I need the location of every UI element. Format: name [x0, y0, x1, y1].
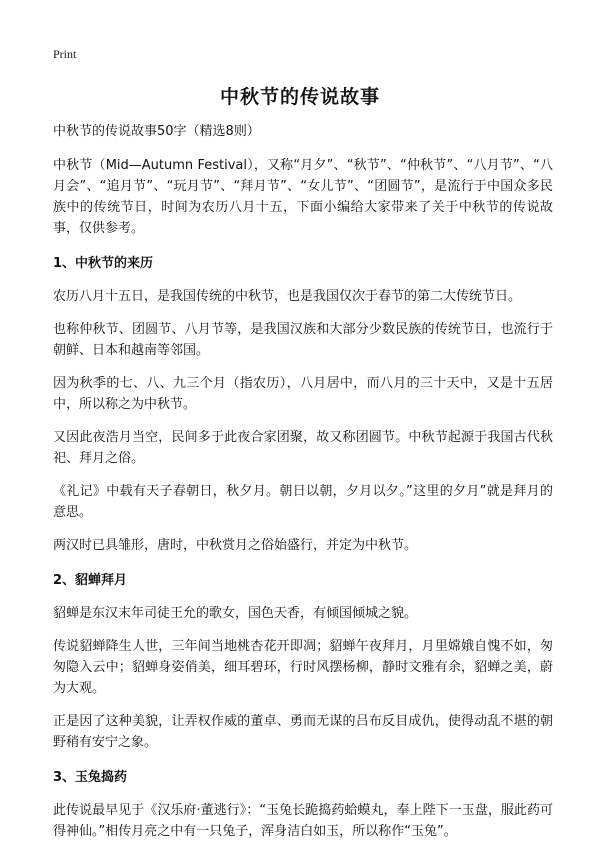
page-title: 中秋节的传说故事: [219, 86, 380, 108]
section-paragraph: 两汉时已具雏形，唐时，中秋赏月之俗始盛行，并定为中秋节。: [53, 538, 418, 553]
section-paragraph: 正是因了这种美貌，让弄权作威的董卓、勇而无谋的吕布反目成仇，使得动乱不堪的朝野稍有安宁之象。: [53, 714, 553, 750]
section-heading: 3、玉兔捣药: [53, 770, 128, 785]
print-link[interactable]: Print: [53, 47, 77, 61]
section-paragraph: 因为秋季的七、八、九三个月（指农历），八月居中，而八月的三十天中，又是十五居中，所以称之为中秋节。: [53, 376, 553, 412]
section-paragraph: 《礼记》中载有天子春朝日，秋夕月。朝日以朝，夕月以夕。”这里的夕月”就是拜月的意思。: [53, 484, 553, 520]
section-heading: 1、中秋节的来历: [53, 256, 154, 271]
section-paragraph: 也称仲秋节、团圆节、八月节等，是我国汉族和大部分少数民族的传统节日，也流行于朝鲜、日本和越南等邻国。: [53, 322, 553, 358]
section-heading: 2、貂蝉拜月: [53, 573, 128, 588]
section-paragraph: 貂蝉是东汉末年司徒王允的歌女，国色天香，有倾国倾城之貌。: [53, 606, 418, 621]
intro-paragraph: 中秋节（Mid—Autumn Festival），又称“月夕”、“秋节”、“仲秋节”、“八月节”、“八月会”、“追月节”、“玩月节”、“拜月节”、“女儿节”、“团圆节”，是流行于中国众多民族中的传统节日，时间为农历八月十五，下面小编给大家带来了关于中秋节的传说故事，仅供参考。: [53, 158, 553, 236]
section-paragraph: 农历八月十五日，是我国传统的中秋节，也是我国仅次于春节的第二大传统节日。: [53, 289, 522, 304]
article-subtitle: 中秋节的传说故事50字（精选8则）: [53, 124, 260, 139]
section-paragraph: 此传说最早见于《汉乐府·董逃行》：“玉兔长跪捣药蛤蟆丸，奉上陛下一玉盘，服此药可得神仙。”相传月亮之中有一只兔子，浑身洁白如玉，所以称作“玉兔”。: [53, 803, 553, 839]
section-paragraph: 传说貂蝉降生人世，三年间当地桃杏花开即凋；貂蝉午夜拜月，月里嫦娥自愧不如，匆匆隐入云中；貂蝉身姿俏美，细耳碧环，行时风摆杨柳，静时文雅有余，貂蝉之美，蔚为大观。: [53, 639, 553, 696]
article-body: [53, 121, 553, 854]
section-paragraph: 又因此夜浩月当空，民间多于此夜合家团聚，故又称团圆节。中秋节起源于我国古代秋祀、拜月之俗。: [53, 430, 553, 466]
